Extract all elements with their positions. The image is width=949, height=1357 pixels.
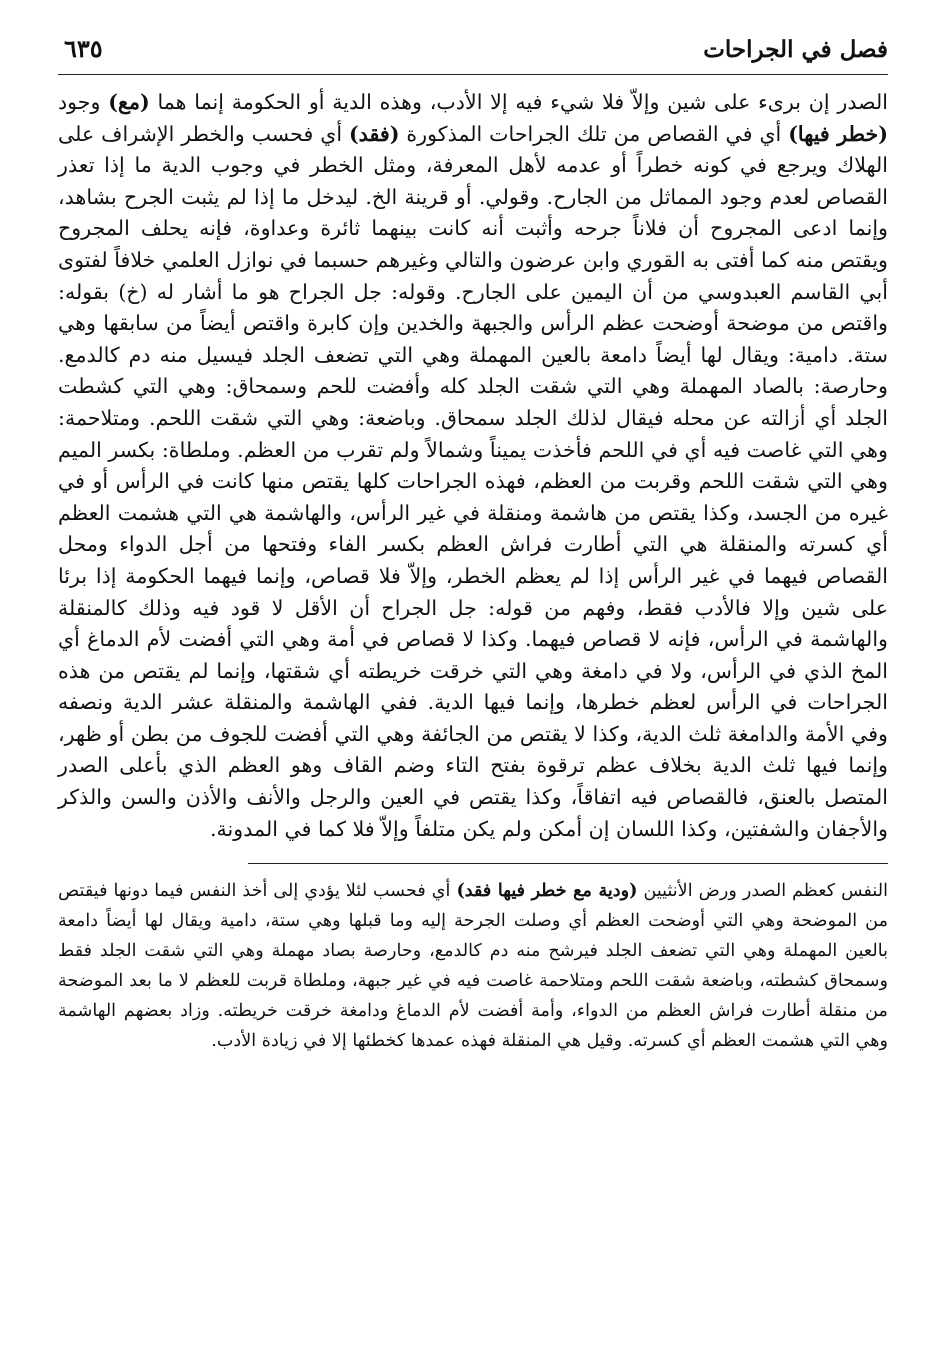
main-paragraph [58,87,888,845]
text-segment: أي فحسب والخطر الإشراف على الهلاك ويرجع في كونه خطراً أو عدمه لأهل المعرفة، ومثل الخطر في وجوب الدية ما إذا تعذر القصاص لعدم وجود المماثل من الجارح. وقولي. أو قرينة الخ. ليدخل ما إذا لم يثبت الجرح بشاهد، وإنما ادعى المجروح أن فلاناً جرحه وأثبت أنه كانت بينهما ثائرة وعداوة، فإنه يحلف المجروح ويقتص منه كما أفتى به القوري وابن عرضون والتالي وغيرهم حسبما في نوازل العلمي خلافاً لفتوى أبي القاسم العبدوسي من أن اليمين على الجارح. وقوله: جل الجراح هو ما أشار له (خ) بقوله: واقتص من موضحة أوضحت عظم الرأس والجبهة والخدين وإن كابرة واقتص أيضاً من سابقها وهي ستة. دامية: ويقال لها أيضاً دامعة بالعين المهملة وهي التي تضعف الجلد فيسيل منه دم كالدمع. وحارصة: بالصاد المهملة وهي التي شقت الجلد كله وأفضت للحم وسمحاق: وهي التي كشطت الجلد أي أزالته عن محله فيقال لذلك الجلد سمحاق. وباضعة: وهي التي شقت اللحم. ومتلاحمة: وهي التي غاصت فيه أي في اللحم فأخذت يميناً وشمالاً ولم تقرب من العظم. وملطاة: بكسر الميم وهي التي شقت اللحم وقربت من العظم، فهذه الجراحات كلها يقتص منها كانت في الرأس أو في غيره من الجسد، وكذا يقتص من هاشمة ومنقلة في غير الرأس، والهاشمة هي التي هشمت العظم أي كسرته والمنقلة هي التي أطارت فراش العظم بكسر الفاء وفتحها من أجل الدواء ومحل القصاص فيهما في غير الرأس إذا لم يعظم الخطر، وإلاّ فلا قصاص، وإنما فيهما الحكومة إذا برئا على شين وإلا فالأدب فقط، وفهم من قوله: جل الجراح أن الأقل لا قود فيه وذلك كالمنقلة والهاشمة في الرأس، فإنه لا قصاص فيهما. وكذا لا قصاص في أمة وهي التي أفضت لأم الدماغ أي المخ الذي في الرأس، ولا في دامغة وهي التي خرقت خريطته أي شقتها، وإنما لم يقتص من هذه الجراحات في الرأس لعظم خطرها، وإنما فيها الدية. ففي الهاشمة والمنقلة عشر الدية ونصفه وفي الأمة والدامغة ثلث الدية، وكذا لا يقتص من الجائفة وهي التي أفضت للجوف من بطن أو ظهر، وإنما فيها ثلث الدية بخلاف عظم ترقوة بفتح التاء وضم القاف وهو العظم الذي بأعلى الصدر المتصل بالعنق، فالقصاص فيه اتفاقاً، وكذا يقتص في العين والرجل والأنف والأذن والسن والذكر والأجفان والشفتين، وكذا اللسان إن أمكن ولم يكن متلفاً وإلاّ فلا كما في المدونة. [58,121,888,841]
bold-term: (فقد) [348,121,400,146]
page-header [58,28,888,75]
bold-term: (مع) [108,90,150,114]
text-segment: النفس كعظم الصدر ورض الأنثيين [637,881,888,902]
page-number: ٦٣٥ [64,34,103,63]
main-text [58,87,888,845]
text-segment: وجود [58,90,109,114]
text-segment: أي في القصاص من تلك الجراحات المذكورة [399,121,789,146]
footnotes [58,876,888,1056]
chapter-title: فصل في الجراحات [703,36,888,63]
footnote-divider [248,863,888,864]
bold-term: (ودية مع خطر فيها فقد) [456,880,638,902]
book-page [58,28,888,1328]
bold-term: (خطر فيها) [788,121,888,146]
text-segment: الصدر إن برىء على شين وإلاّ فلا شيء فيه إلا الأدب، وهذه الدية أو الحكومة إنما هما [149,90,888,114]
text-segment: أي فحسب لئلا يؤدي إلى أخذ النفس فيما دونها فيقتص من الموضحة وهي التي أوضحت العظم أي وصلت الجرحة إليه وما قبلها وهي ستة، دامية ويقال لها أيضاً دامعة بالعين المهملة وهي التي تضعف الجلد فيرشح منه دم كالدمع، وحارصة بصاد مهملة وهي التي شقت الجلد فقط وسمحاق كشطته، وباضعة شقت اللحم ومتلاحمة غاصت فيه في غير جبهة، وملطاة قربت للعظم لا ما بعد الموضحة من منقلة أطارت فراش العظم من الدواء، وأمة أفضت لأم الدماغ ودامغة خرقت خريطته. وزاد بعضهم الهاشمة وهي التي هشمت العظم أي كسرته. وقيل هي المنقلة فهذه عمدها كخطئها إلا في زيادة الأدب. [58,881,888,1052]
footnote-paragraph [58,876,888,1056]
